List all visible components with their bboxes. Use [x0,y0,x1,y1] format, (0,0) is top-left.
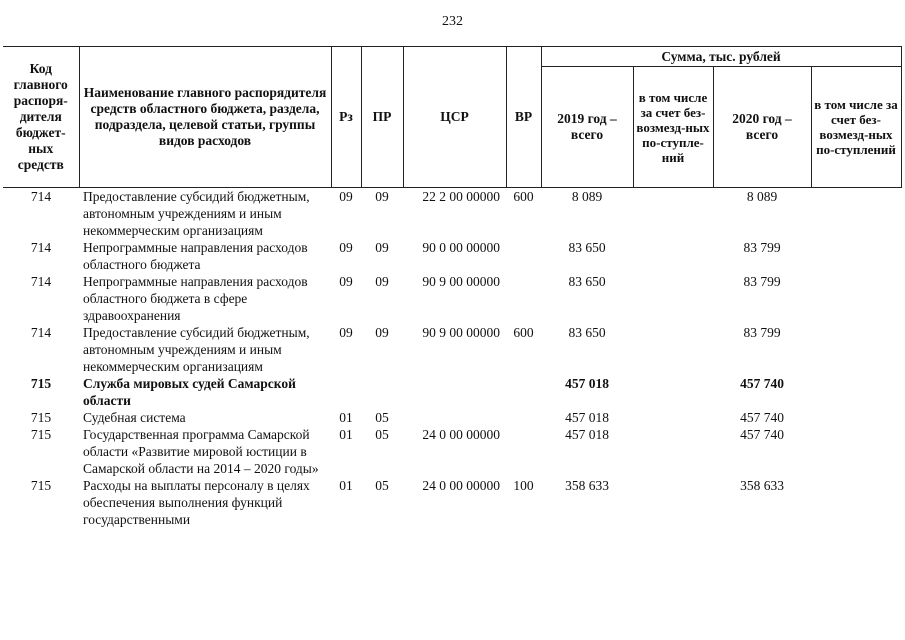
row-csr: 90 0 00 00000 [422,240,500,255]
table-row [3,375,901,409]
row-rz: 09 [339,325,353,340]
row-csr: 24 0 00 00000 [422,478,500,493]
row-sum-2020: 83 799 [743,325,781,340]
row-csr: 24 0 00 00000 [422,427,500,442]
row-sum-2019: 83 650 [568,325,606,340]
row-name: Судебная система [83,410,186,425]
row-rz: 09 [339,189,353,204]
row-csr [403,375,506,409]
row-sum-2019: 83 650 [568,274,606,289]
row-rz: 09 [339,240,353,255]
row-pr: 05 [375,427,389,442]
row-vr: 600 [513,325,534,340]
row-gratis-2020 [811,324,901,375]
row-sum-2019: 457 018 [565,410,609,425]
row-code: 715 [30,427,52,442]
table-row [3,324,901,375]
row-gratis-2020 [811,409,901,426]
row-name: Служба мировых судей Самарской области [83,376,296,408]
row-pr [361,375,403,409]
header-rz: Рз [331,47,361,188]
table-row [3,239,901,273]
row-gratis-2020 [811,273,901,324]
row-vr: 100 [513,478,534,493]
row-pr: 09 [375,274,389,289]
row-gratis-2020 [811,426,901,477]
table-body [3,188,901,529]
row-gratis-2019 [633,239,713,273]
row-sum-2020: 457 740 [740,410,784,425]
row-sum-2020: 8 089 [746,189,778,204]
row-sum-2020: 457 740 [740,376,784,391]
header-gratis-2019: в том числе за счет без-возмезд-ных по-ступле-ний [633,67,713,188]
row-rz: 01 [339,427,353,442]
row-csr [403,409,506,426]
row-pr: 09 [375,325,389,340]
header-total-2020: 2020 год – всего [713,67,811,188]
row-gratis-2019 [633,188,713,240]
row-code: 714 [30,325,52,340]
row-gratis-2019 [633,477,713,528]
row-sum-2020: 83 799 [743,240,781,255]
row-rz [331,375,361,409]
row-sum-2020: 83 799 [743,274,781,289]
row-name: Предоставление субсидий бюджетным, автономным учреждениям и иным некоммерческим организациям [83,325,310,374]
row-name: Непрограммные направления расходов областного бюджета [83,240,308,272]
row-code: 714 [30,189,52,204]
row-gratis-2020 [811,239,901,273]
row-code: 715 [30,478,52,493]
row-gratis-2019 [633,273,713,324]
row-csr: 90 9 00 00000 [422,274,500,289]
row-sum-2019: 457 018 [565,427,609,442]
table-row [3,477,901,528]
row-rz: 09 [339,274,353,289]
row-code: 714 [30,274,52,289]
row-gratis-2019 [633,375,713,409]
header-pr: ПР [361,47,403,188]
row-gratis-2019 [633,409,713,426]
table-row [3,188,901,240]
row-gratis-2020 [811,188,901,240]
budget-table [3,46,902,528]
header-total-2019: 2019 год – всего [541,67,633,188]
row-code: 715 [30,376,52,391]
header-csr: ЦСР [403,47,506,188]
row-sum-2019: 83 650 [568,240,606,255]
row-name: Расходы на выплаты персоналу в целях обеспечения выполнения функций государственными [83,478,310,527]
row-sum-2019: 358 633 [565,478,609,493]
row-sum-2020: 457 740 [740,427,784,442]
row-rz: 01 [339,410,353,425]
table-row [3,273,901,324]
row-vr [506,273,541,324]
row-pr: 05 [375,410,389,425]
row-name: Государственная программа Самарской области «Развитие мировой юстиции в Самарской области на 2014 – 2020 годы» [83,427,319,476]
row-name: Предоставление субсидий бюджетным, автономным учреждениям и иным некоммерческим организациям [83,189,310,238]
row-vr [506,239,541,273]
row-code: 714 [30,240,52,255]
table-row [3,409,901,426]
row-sum-2019: 8 089 [571,189,603,204]
row-pr: 09 [375,240,389,255]
row-pr: 09 [375,189,389,204]
header-vr: ВР [506,47,541,188]
row-gratis-2020 [811,375,901,409]
row-csr: 90 9 00 00000 [422,325,500,340]
row-rz: 01 [339,478,353,493]
row-name: Непрограммные направления расходов областного бюджета в сфере здравоохранения [83,274,308,323]
row-vr [506,375,541,409]
header-name: Наименование главного распорядителя средств областного бюджета, раздела, подраздела, целевой статьи, группы видов расходов [79,47,331,188]
row-gratis-2019 [633,426,713,477]
row-vr [506,426,541,477]
row-gratis-2020 [811,477,901,528]
row-pr: 05 [375,478,389,493]
row-code: 715 [30,410,52,425]
row-csr: 22 2 00 00000 [422,189,500,204]
row-gratis-2019 [633,324,713,375]
header-code: Код главного распоря-дителя бюджет-ных средств [3,47,79,188]
table-row [3,426,901,477]
header-sum-group: Сумма, тыс. рублей [541,47,901,67]
row-vr [506,409,541,426]
row-vr: 600 [513,189,534,204]
page-number: 232 [442,14,463,29]
header-gratis-2020: в том числе за счет без-возмезд-ных по-ступлений [811,67,901,188]
row-sum-2020: 358 633 [740,478,784,493]
row-sum-2019: 457 018 [565,376,609,391]
